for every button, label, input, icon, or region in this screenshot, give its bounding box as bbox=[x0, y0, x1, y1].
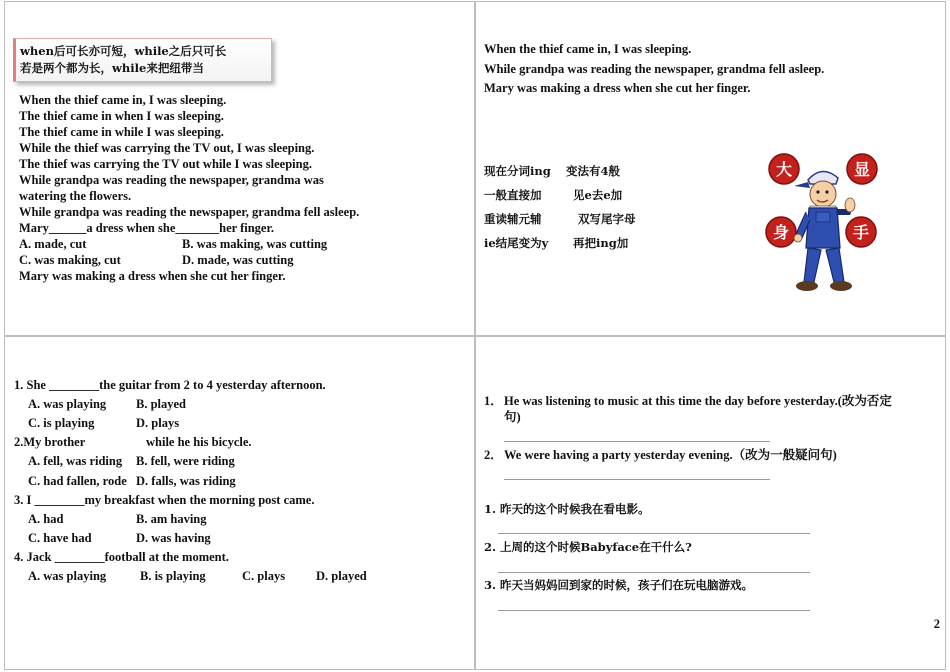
transform-2-text: We were having a party yesterday evening.（改为一般疑问句) bbox=[504, 448, 837, 462]
option-c: C. was making, cut bbox=[19, 253, 121, 267]
q1-option-d: D. plays bbox=[136, 416, 180, 430]
transform-2-number: 2． bbox=[484, 448, 503, 462]
option-a: A. made, cut bbox=[19, 237, 87, 251]
question-3: 3. I ________my breakfast when the morning post came. bbox=[14, 493, 315, 507]
question-line: Mary______a dress when she_______her finger. bbox=[19, 221, 274, 235]
badge-xian-label: 显 bbox=[853, 160, 871, 179]
q3-option-c: C. have had bbox=[28, 531, 92, 545]
badge-da bbox=[769, 154, 799, 184]
answer-line: Mary was making a dress when she cut her finger. bbox=[19, 269, 286, 283]
translate-2: 2. 上周的这个时候Babyface在干什么? bbox=[484, 540, 692, 554]
example-line: The thief was carrying the TV out while I was sleeping. bbox=[19, 157, 312, 171]
question-1: 1. She ________the guitar from 2 to 4 yesterday afternoon. bbox=[14, 378, 326, 392]
q2-option-d: D. falls, was riding bbox=[136, 474, 236, 488]
transform-1-number: 1． bbox=[484, 394, 503, 408]
rule-right: 双写尾字母 bbox=[578, 212, 636, 226]
q1-option-b: B. played bbox=[136, 397, 187, 411]
rule-right: 再把ing加 bbox=[573, 236, 629, 250]
answer-line-5[interactable] bbox=[498, 610, 810, 611]
q3-option-b: B. am having bbox=[136, 512, 207, 526]
example-line: While grandpa was reading the newspaper, grandma was bbox=[19, 173, 324, 187]
example-line: The thief came in while I was sleeping. bbox=[19, 125, 224, 139]
answer-line-3[interactable] bbox=[498, 533, 810, 534]
example-line: While grandpa was reading the newspaper, grandma fell asleep. bbox=[19, 205, 360, 219]
q4-option-b: B. is playing bbox=[140, 569, 206, 583]
rule-right: 变法有4般 bbox=[566, 164, 621, 178]
q1-option-c: C. is playing bbox=[28, 416, 95, 430]
badge-xian bbox=[847, 154, 877, 184]
cartoon-worker-illustration bbox=[764, 150, 884, 300]
q2-option-b: B. fell, were riding bbox=[136, 454, 235, 468]
translate-1: 1. 昨天的这个时候我在看电影。 bbox=[484, 502, 650, 516]
q4-option-d: D. played bbox=[316, 569, 367, 583]
translate-3: 3. 昨天当妈妈回到家的时候，孩子们在玩电脑游戏。 bbox=[484, 578, 754, 592]
rule-left: ie结尾变为y bbox=[484, 236, 549, 250]
q1-option-a: A. was playing bbox=[28, 397, 107, 411]
q2-option-c: C. had fallen, rode bbox=[28, 474, 127, 488]
summary-line: While grandpa was reading the newspaper, grandma fell asleep. bbox=[484, 62, 825, 76]
question-2-cont: while he his bicycle. bbox=[146, 435, 252, 449]
note-line-2: 若是两个都为长，while来把纽带当 bbox=[20, 61, 204, 75]
q4-option-c: C. plays bbox=[242, 569, 286, 583]
answer-line-1[interactable] bbox=[504, 441, 770, 442]
option-b: B. was making, was cutting bbox=[182, 237, 328, 251]
q3-option-d: D. was having bbox=[136, 531, 211, 545]
badge-shou-label: 手 bbox=[852, 223, 870, 242]
rule-left: 一般直接加 bbox=[484, 188, 542, 202]
answer-line-2[interactable] bbox=[504, 479, 770, 480]
rule-right: 见e去e加 bbox=[573, 188, 623, 202]
page-number: 2 bbox=[933, 617, 940, 631]
answer-line-4[interactable] bbox=[498, 572, 810, 573]
question-4: 4. Jack ________football at the moment. bbox=[14, 550, 229, 564]
rule-left: 重读辅元辅 bbox=[484, 212, 542, 226]
example-line: The thief came in when I was sleeping. bbox=[19, 109, 224, 123]
rhyme-note bbox=[13, 38, 272, 82]
badge-shen-label: 身 bbox=[772, 223, 790, 242]
badge-da-label: 大 bbox=[775, 160, 793, 179]
q4-option-a: A. was playing bbox=[28, 569, 107, 583]
transform-1-cont: 句) bbox=[504, 410, 521, 424]
note-line-1: when后可长亦可短，while之后只可长 bbox=[20, 44, 227, 58]
summary-line: When the thief came in, I was sleeping. bbox=[484, 42, 692, 56]
example-line: While the thief was carrying the TV out, I was sleeping. bbox=[19, 141, 315, 155]
badge-shou bbox=[846, 217, 876, 247]
option-d: D. made, was cutting bbox=[182, 253, 294, 267]
example-line: watering the flowers. bbox=[19, 189, 132, 203]
badge-shen bbox=[766, 217, 796, 247]
rule-left: 现在分词ing bbox=[484, 164, 551, 178]
question-2: 2.My brother bbox=[14, 435, 86, 449]
summary-line: Mary was making a dress when she cut her finger. bbox=[484, 81, 751, 95]
q2-option-a: A. fell, was riding bbox=[28, 454, 123, 468]
example-line: When the thief came in, I was sleeping. bbox=[19, 93, 227, 107]
q3-option-a: A. had bbox=[28, 512, 64, 526]
transform-1-text: He was listening to music at this time the day before yesterday.(改为否定 bbox=[504, 394, 892, 408]
